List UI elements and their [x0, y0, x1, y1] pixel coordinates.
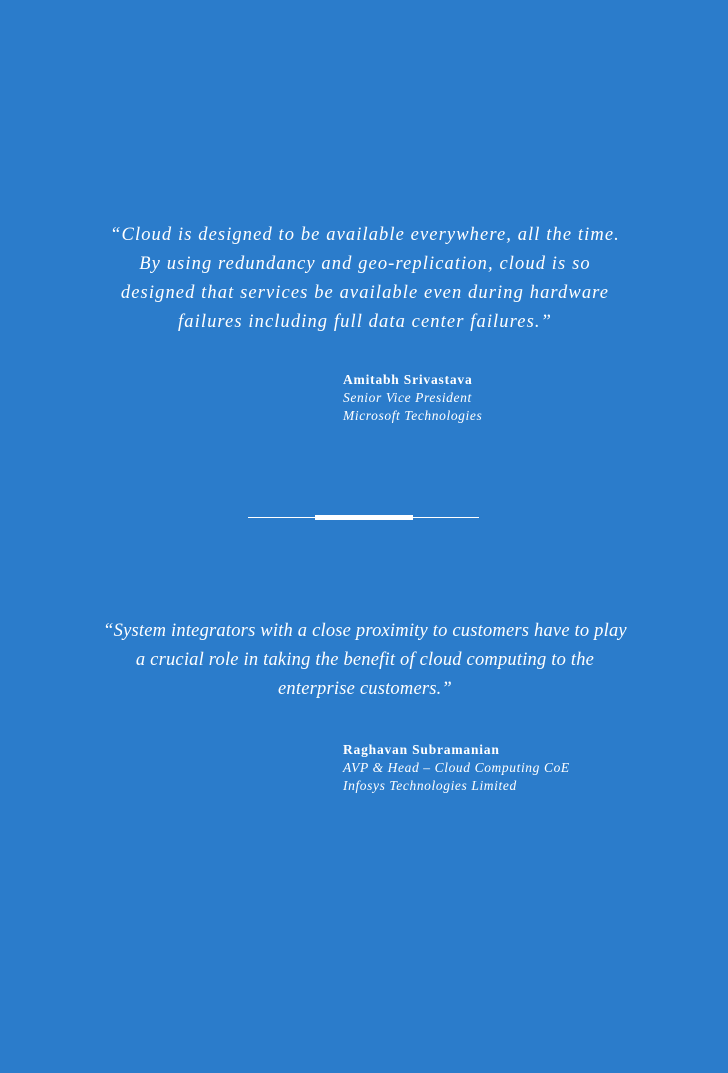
attribution-name-1: Amitabh Srivastava: [343, 372, 473, 387]
attribution-name-2: Raghavan Subramanian: [343, 742, 500, 757]
attribution-2: [343, 741, 570, 795]
attribution-organization-1: Microsoft Technologies: [343, 408, 483, 423]
attribution-title-2: AVP & Head – Cloud Computing CoE: [343, 760, 570, 775]
section-divider-accent: [315, 515, 413, 520]
attribution-organization-2: Infosys Technologies Limited: [343, 778, 517, 793]
quote-text-2: “System integrators with a close proximity to customers have to play a crucial role in taking the benefit of cloud computing to the enterprise customers.”: [103, 621, 627, 699]
attribution-title-1: Senior Vice President: [343, 390, 472, 405]
attribution-1: [343, 371, 482, 425]
quote-text-1: “Cloud is designed to be available everywhere, all the time. By using redundancy and geo-replication, cloud is so designed that services be available even during hardware failures including full data center failures.”: [110, 225, 620, 332]
